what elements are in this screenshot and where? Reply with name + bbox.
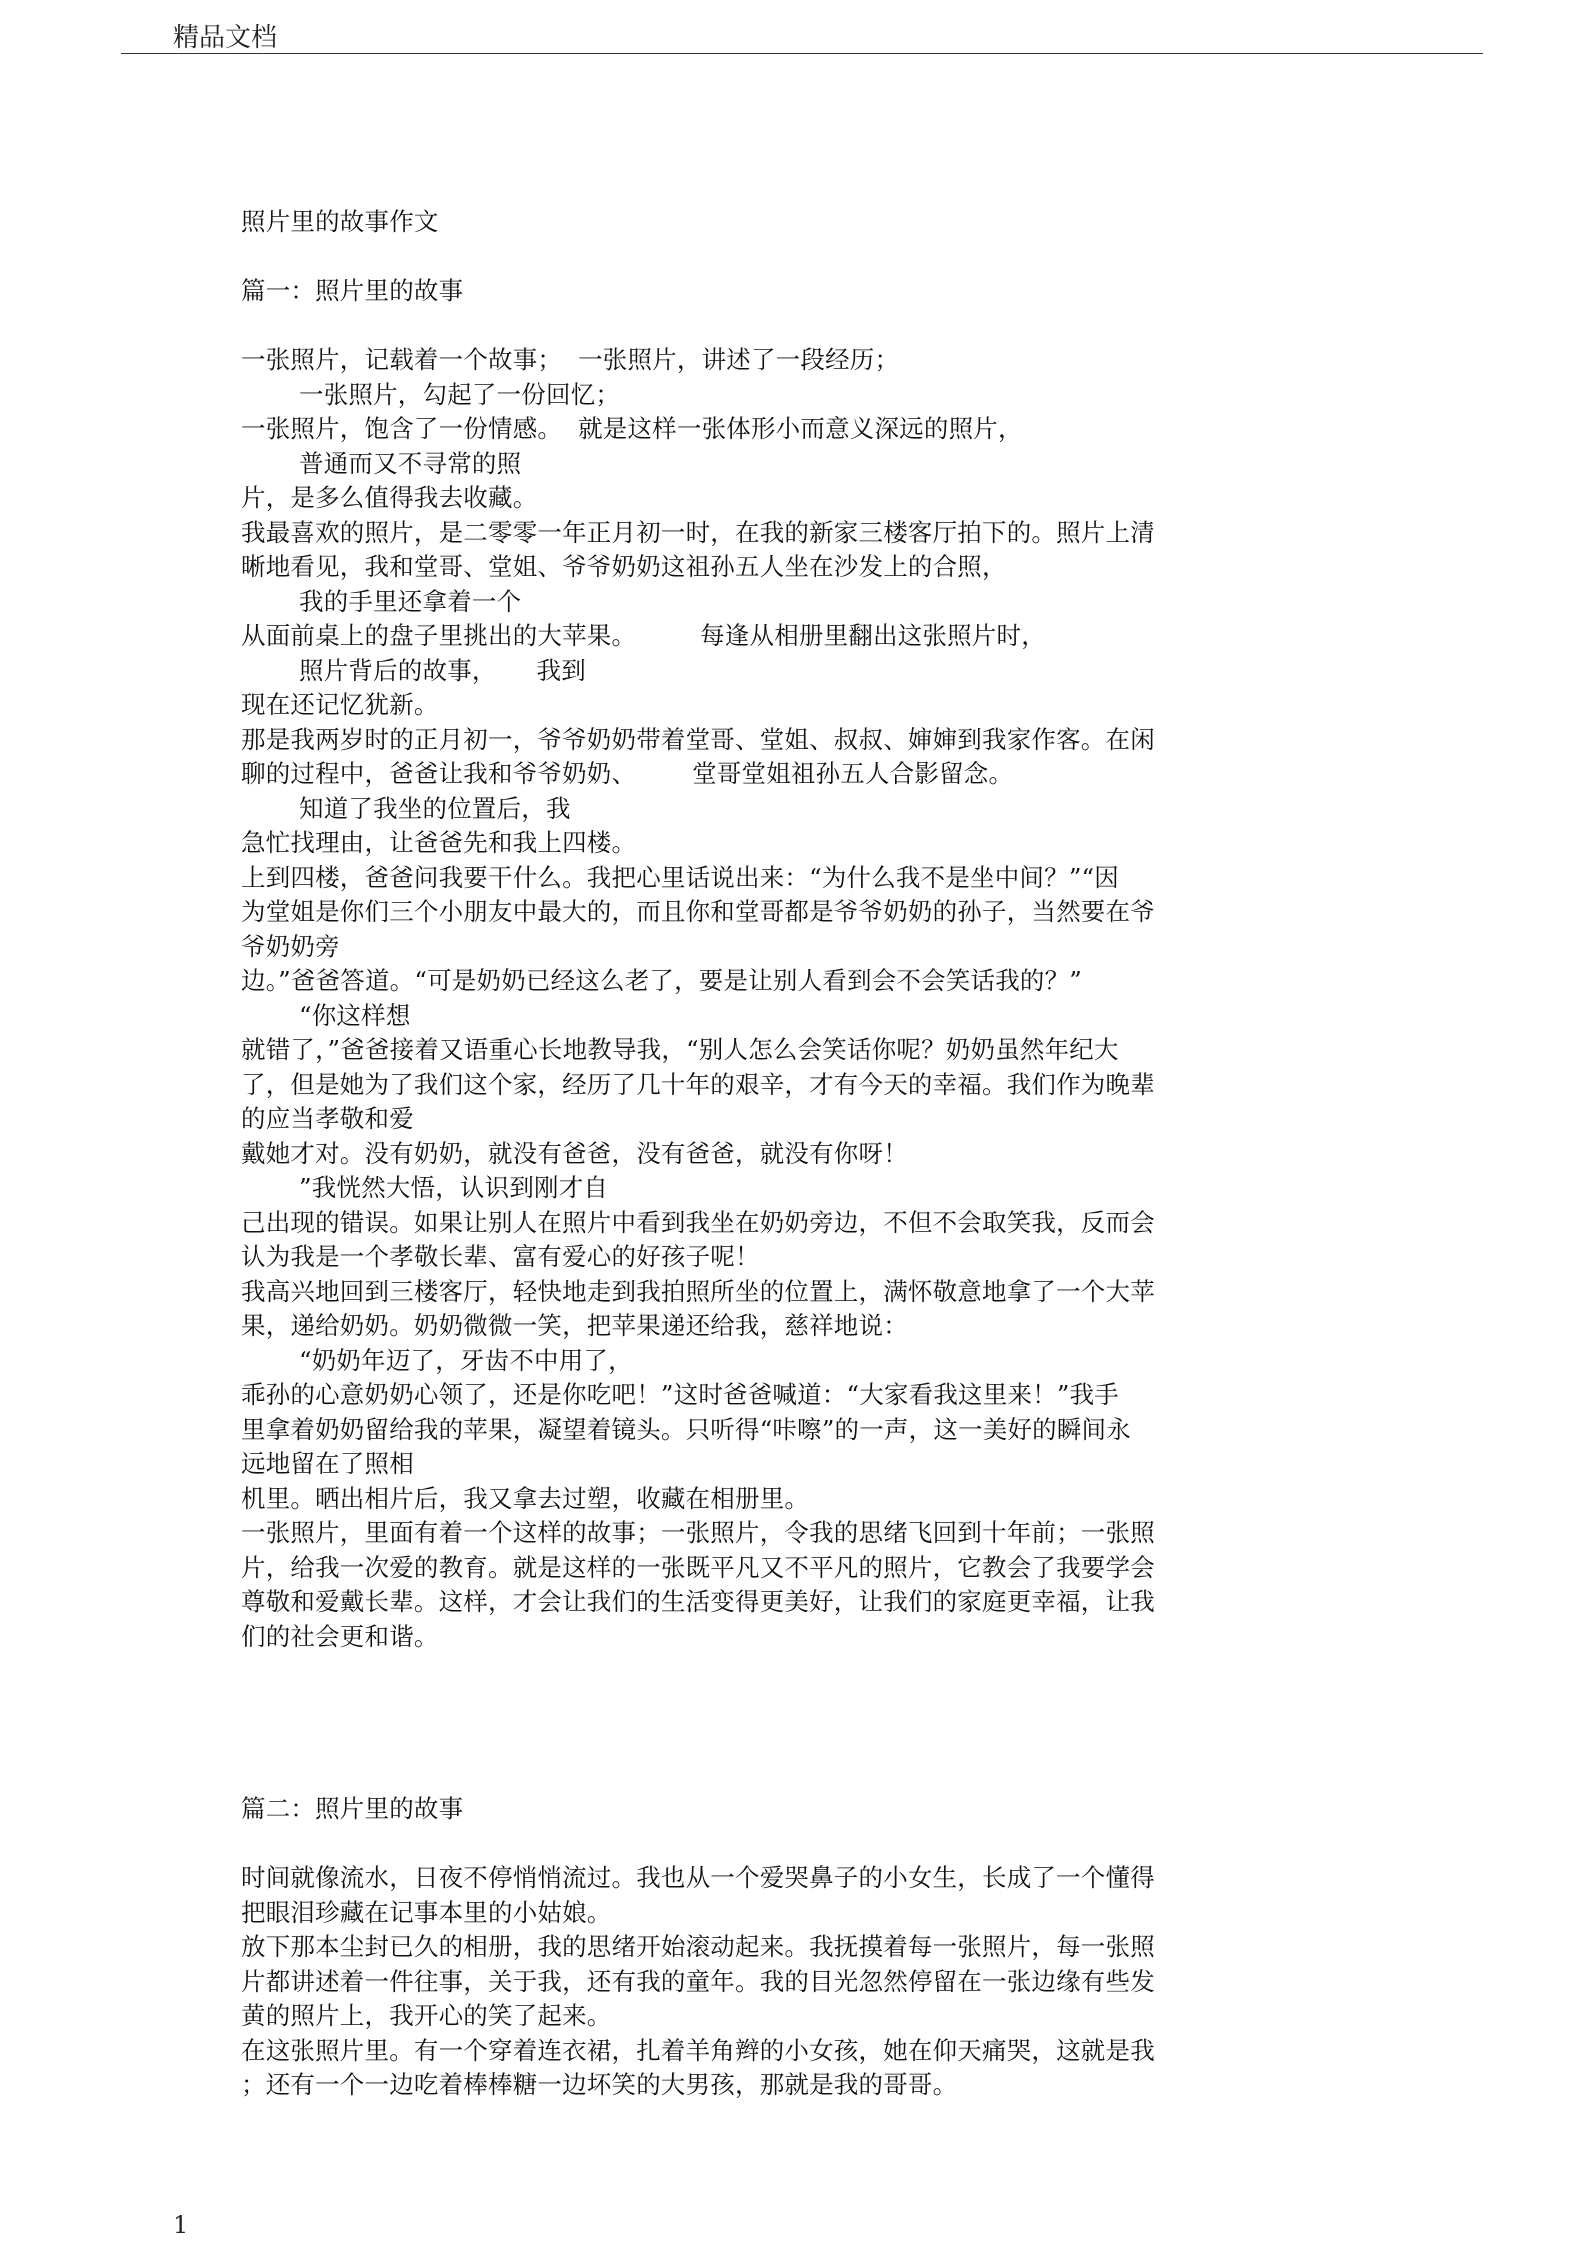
paragraph-line: 片都讲述着一件往事，关于我，还有我的童年。我的目光忽然停留在一张边缘有些发	[241, 1966, 1155, 1996]
paragraph-line: 一张照片，里面有着一个这样的故事；一张照片，令我的思绪飞回到十年前；一张照	[241, 1518, 1155, 1547]
paragraph-line: ；还有一个一边吃着棒棒糖一边坏笑的大男孩，那就是我的哥哥。	[241, 2070, 958, 2099]
paragraph-line: 从面前桌上的盘子里挑出的大苹果。 每逢从相册里翻出这张照片时，	[241, 621, 1046, 650]
paragraph-line: 急忙找理由，让爸爸先和我上四楼。	[241, 828, 637, 857]
paragraph-line: 果，递给奶奶。奶奶微微一笑，把苹果递还给我，慈祥地说：	[241, 1311, 908, 1340]
spacer	[241, 1827, 1261, 1862]
paragraph-line: 照片背后的故事， 我到	[299, 655, 586, 685]
paragraph-line: 聊的过程中，爸爸让我和爷爷奶奶、 堂哥堂姐祖孙五人合影留念。	[241, 759, 1014, 788]
paragraph-line: “你这样想	[299, 1000, 411, 1030]
paragraph-line: 上到四楼，爸爸问我要干什么。我把心里话说出来：“为什么我不是坐中间？”“因	[241, 862, 1119, 892]
paragraph-line: 时间就像流水，日夜不停悄悄流过。我也从一个爱哭鼻子的小女生，长成了一个懂得	[241, 1863, 1155, 1892]
paragraph-line: 认为我是一个孝敬长辈、富有爱心的好孩子呢！	[241, 1242, 760, 1271]
paragraph-line: 一张照片，勾起了一份回忆；	[299, 379, 621, 409]
paragraph-line: 爷奶奶旁	[241, 931, 340, 961]
page-number: 1	[173, 2211, 189, 2239]
paragraph-line: 戴她才对。没有奶奶，就没有爸爸，没有爸爸，就没有你呀！	[241, 1138, 908, 1168]
paragraph-line: 机里。晒出相片后，我又拿去过塑，收藏在相册里。	[241, 1483, 810, 1513]
paragraph-line: 把眼泪珍藏在记事本里的小姑娘。	[241, 1897, 612, 1927]
paragraph-line: ”我恍然大悟，认识到刚才自	[299, 1173, 609, 1202]
paragraph-line: 里拿着奶奶留给我的苹果，凝望着镜头。只听得“咔嚓”的一声，这一美好的瞬间永	[241, 1414, 1131, 1444]
paragraph-line: 一张照片，记载着一个故事； 一张照片，讲述了一段经历；	[241, 345, 900, 374]
paragraph-line: 普通而又不寻常的照	[299, 448, 522, 478]
paragraph-line: 知道了我坐的位置后，我	[299, 793, 571, 823]
paragraph-line: 我高兴地回到三楼客厅，轻快地走到我拍照所坐的位置上，满怀敬意地拿了一个大苹	[241, 1276, 1155, 1306]
paragraph-line: 远地留在了照相	[241, 1449, 414, 1478]
paragraph-line: 一张照片，饱含了一份情感。 就是这样一张体形小而意义深远的照片，	[241, 414, 1023, 443]
paragraph-line: 尊敬和爱戴长辈。这样，才会让我们的生活变得更美好，让我们的家庭更幸福，让我	[241, 1587, 1155, 1616]
paragraph-line: 的应当孝敬和爱	[241, 1104, 414, 1133]
paragraph-line: 我最喜欢的照片，是二零零一年正月初一时，在我的新家三楼客厅拍下的。照片上清	[241, 517, 1155, 547]
document-title: 照片里的故事作文	[241, 207, 439, 236]
spacer	[241, 240, 1261, 275]
document-body	[241, 205, 1261, 2103]
paragraph-line: 己出现的错误。如果让别人在照片中看到我坐在奶奶旁边，不但不会取笑我，反而会	[241, 1207, 1155, 1237]
paragraph-line: 黄的照片上，我开心的笑了起来。	[241, 2001, 612, 2030]
section-heading: 篇二：照片里的故事	[241, 1794, 464, 1823]
paragraph-line: 边。”爸爸答道。“可是奶奶已经这么老了，要是让别人看到会不会笑话我的？”	[241, 966, 1083, 995]
paragraph-line: 为堂姐是你们三个小朋友中最大的，而且你和堂哥都是爷爷奶奶的孙子，当然要在爷	[241, 897, 1155, 926]
paragraph-line: 片，是多么值得我去收藏。	[241, 483, 538, 512]
paragraph-line: 片，给我一次爱的教育。就是这样的一张既平凡又不平凡的照片，它教会了我要学会	[241, 1552, 1155, 1582]
paragraph-line: “奶奶年迈了，牙齿不中用了，	[299, 1345, 633, 1375]
paragraph-line: 就错了，”爸爸接着又语重心长地教导我，“别人怎么会笑话你呢？奶奶虽然年纪大	[241, 1035, 1119, 1064]
paragraph-line: 们的社会更和谐。	[241, 1621, 439, 1651]
paragraph-line: 了，但是她为了我们这个家，经历了几十年的艰辛，才有今天的幸福。我们作为晚辈	[241, 1069, 1155, 1099]
paragraph-line: 乖孙的心意奶奶心领了，还是你吃吧！”这时爸爸喊道：“大家看我这里来！”我手	[241, 1380, 1119, 1409]
spacer	[241, 1654, 1261, 1792]
paragraph-line: 在这张照片里。有一个穿着连衣裙，扎着羊角辫的小女孩，她在仰天痛哭，这就是我	[241, 2035, 1155, 2065]
spacer	[241, 309, 1261, 344]
paragraph-line: 现在还记忆犹新。	[241, 690, 439, 719]
paragraph-line: 那是我两岁时的正月初一，爷爷奶奶带着堂哥、堂姐、叔叔、婶婶到我家作客。在闲	[241, 724, 1155, 754]
paragraph-line: 我的手里还拿着一个	[299, 586, 522, 616]
paragraph-line: 晰地看见，我和堂哥、堂姐、爷爷奶奶这祖孙五人坐在沙发上的合照，	[241, 552, 1007, 581]
section-heading: 篇一：照片里的故事	[241, 276, 464, 305]
header-title: 精品文档	[173, 23, 278, 53]
paragraph-line: 放下那本尘封已久的相册，我的思绪开始滚动起来。我抚摸着每一张照片，每一张照	[241, 1932, 1155, 1961]
header-divider	[121, 53, 1483, 54]
